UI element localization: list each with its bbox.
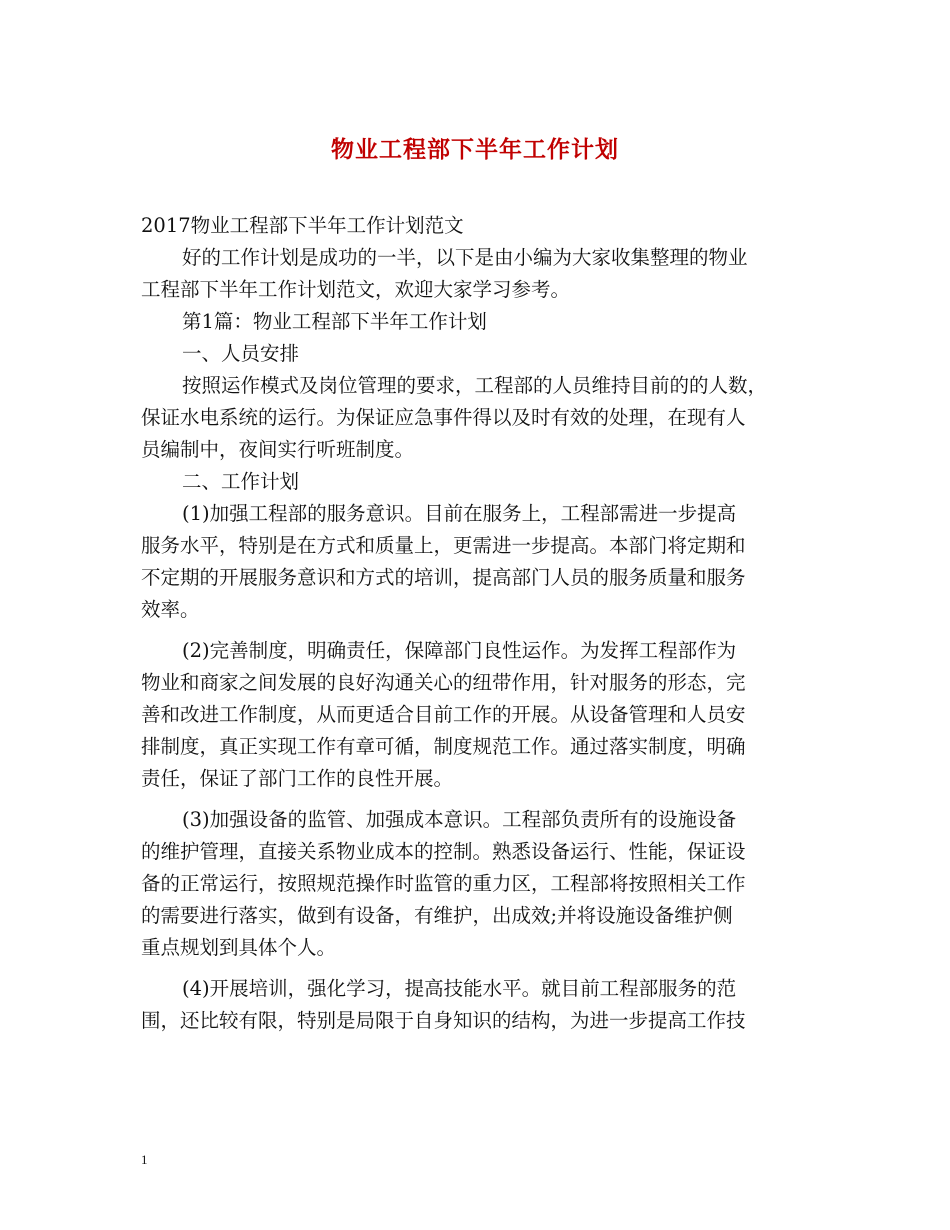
- document-title: 物业工程部下半年工作计划: [331, 137, 619, 163]
- body-line: 不定期的开展服务意识和方式的培训，提高部门人员的服务质量和服务: [141, 566, 746, 589]
- body-line: 保证水电系统的运行。为保证应急事件得以及时有效的处理，在现有人: [141, 406, 746, 429]
- body-line: 员编制中，夜间实行听班制度。: [141, 438, 415, 461]
- body-line: 2017物业工程部下半年工作计划范文: [141, 214, 464, 237]
- body-line: 围，还比较有限，特别是局限于自身知识的结构，为进一步提高工作技: [141, 1009, 746, 1032]
- document-body: [141, 210, 821, 1037]
- body-line: 责任，保证了部门工作的良性开展。: [141, 767, 454, 790]
- body-line: 的维护管理，直接关系物业成本的控制。熟悉设备运行、性能，保证设: [141, 840, 746, 863]
- body-line: 的需要进行落实，做到有设备，有维护，出成效;并将设施设备维护侧: [141, 904, 733, 927]
- body-line: (4)开展培训，强化学习，提高技能水平。就目前工程部服务的范: [182, 977, 737, 1000]
- body-line: 第1篇：物业工程部下半年工作计划: [182, 310, 487, 333]
- body-line: 按照运作模式及岗位管理的要求，工程部的人员维持目前的的人数，: [182, 374, 768, 397]
- body-line: (1)加强工程部的服务意识。目前在服务上，工程部需进一步提高: [182, 502, 737, 525]
- body-line: 排制度，真正实现工作有章可循，制度规范工作。通过落实制度，明确: [141, 735, 746, 758]
- body-line: 重点规划到具体个人。: [141, 936, 337, 959]
- body-line: 物业和商家之间发展的良好沟通关心的纽带作用，针对服务的形态，完: [141, 671, 746, 694]
- body-line: (2)完善制度，明确责任，保障部门良性运作。为发挥工程部作为: [182, 639, 737, 662]
- body-line: 服务水平，特别是在方式和质量上，更需进一步提高。本部门将定期和: [141, 534, 746, 557]
- body-line: (3)加强设备的监管、加强成本意识。工程部负责所有的设施设备: [182, 808, 737, 831]
- section-heading: 一、人员安排: [182, 342, 300, 365]
- body-line: 备的正常运行，按照规范操作时监管的重力区，工程部将按照相关工作: [141, 872, 746, 895]
- page-number: 1: [141, 1152, 148, 1167]
- body-line: 好的工作计划是成功的一半，以下是由小编为大家收集整理的物业: [182, 246, 748, 269]
- section-heading: 二、工作计划: [182, 470, 300, 493]
- body-line: 善和改进工作制度，从而更适合目前工作的开展。从设备管理和人员安: [141, 703, 746, 726]
- body-line: 工程部下半年工作计划范文，欢迎大家学习参考。: [141, 278, 571, 301]
- body-line: 效率。: [141, 598, 200, 621]
